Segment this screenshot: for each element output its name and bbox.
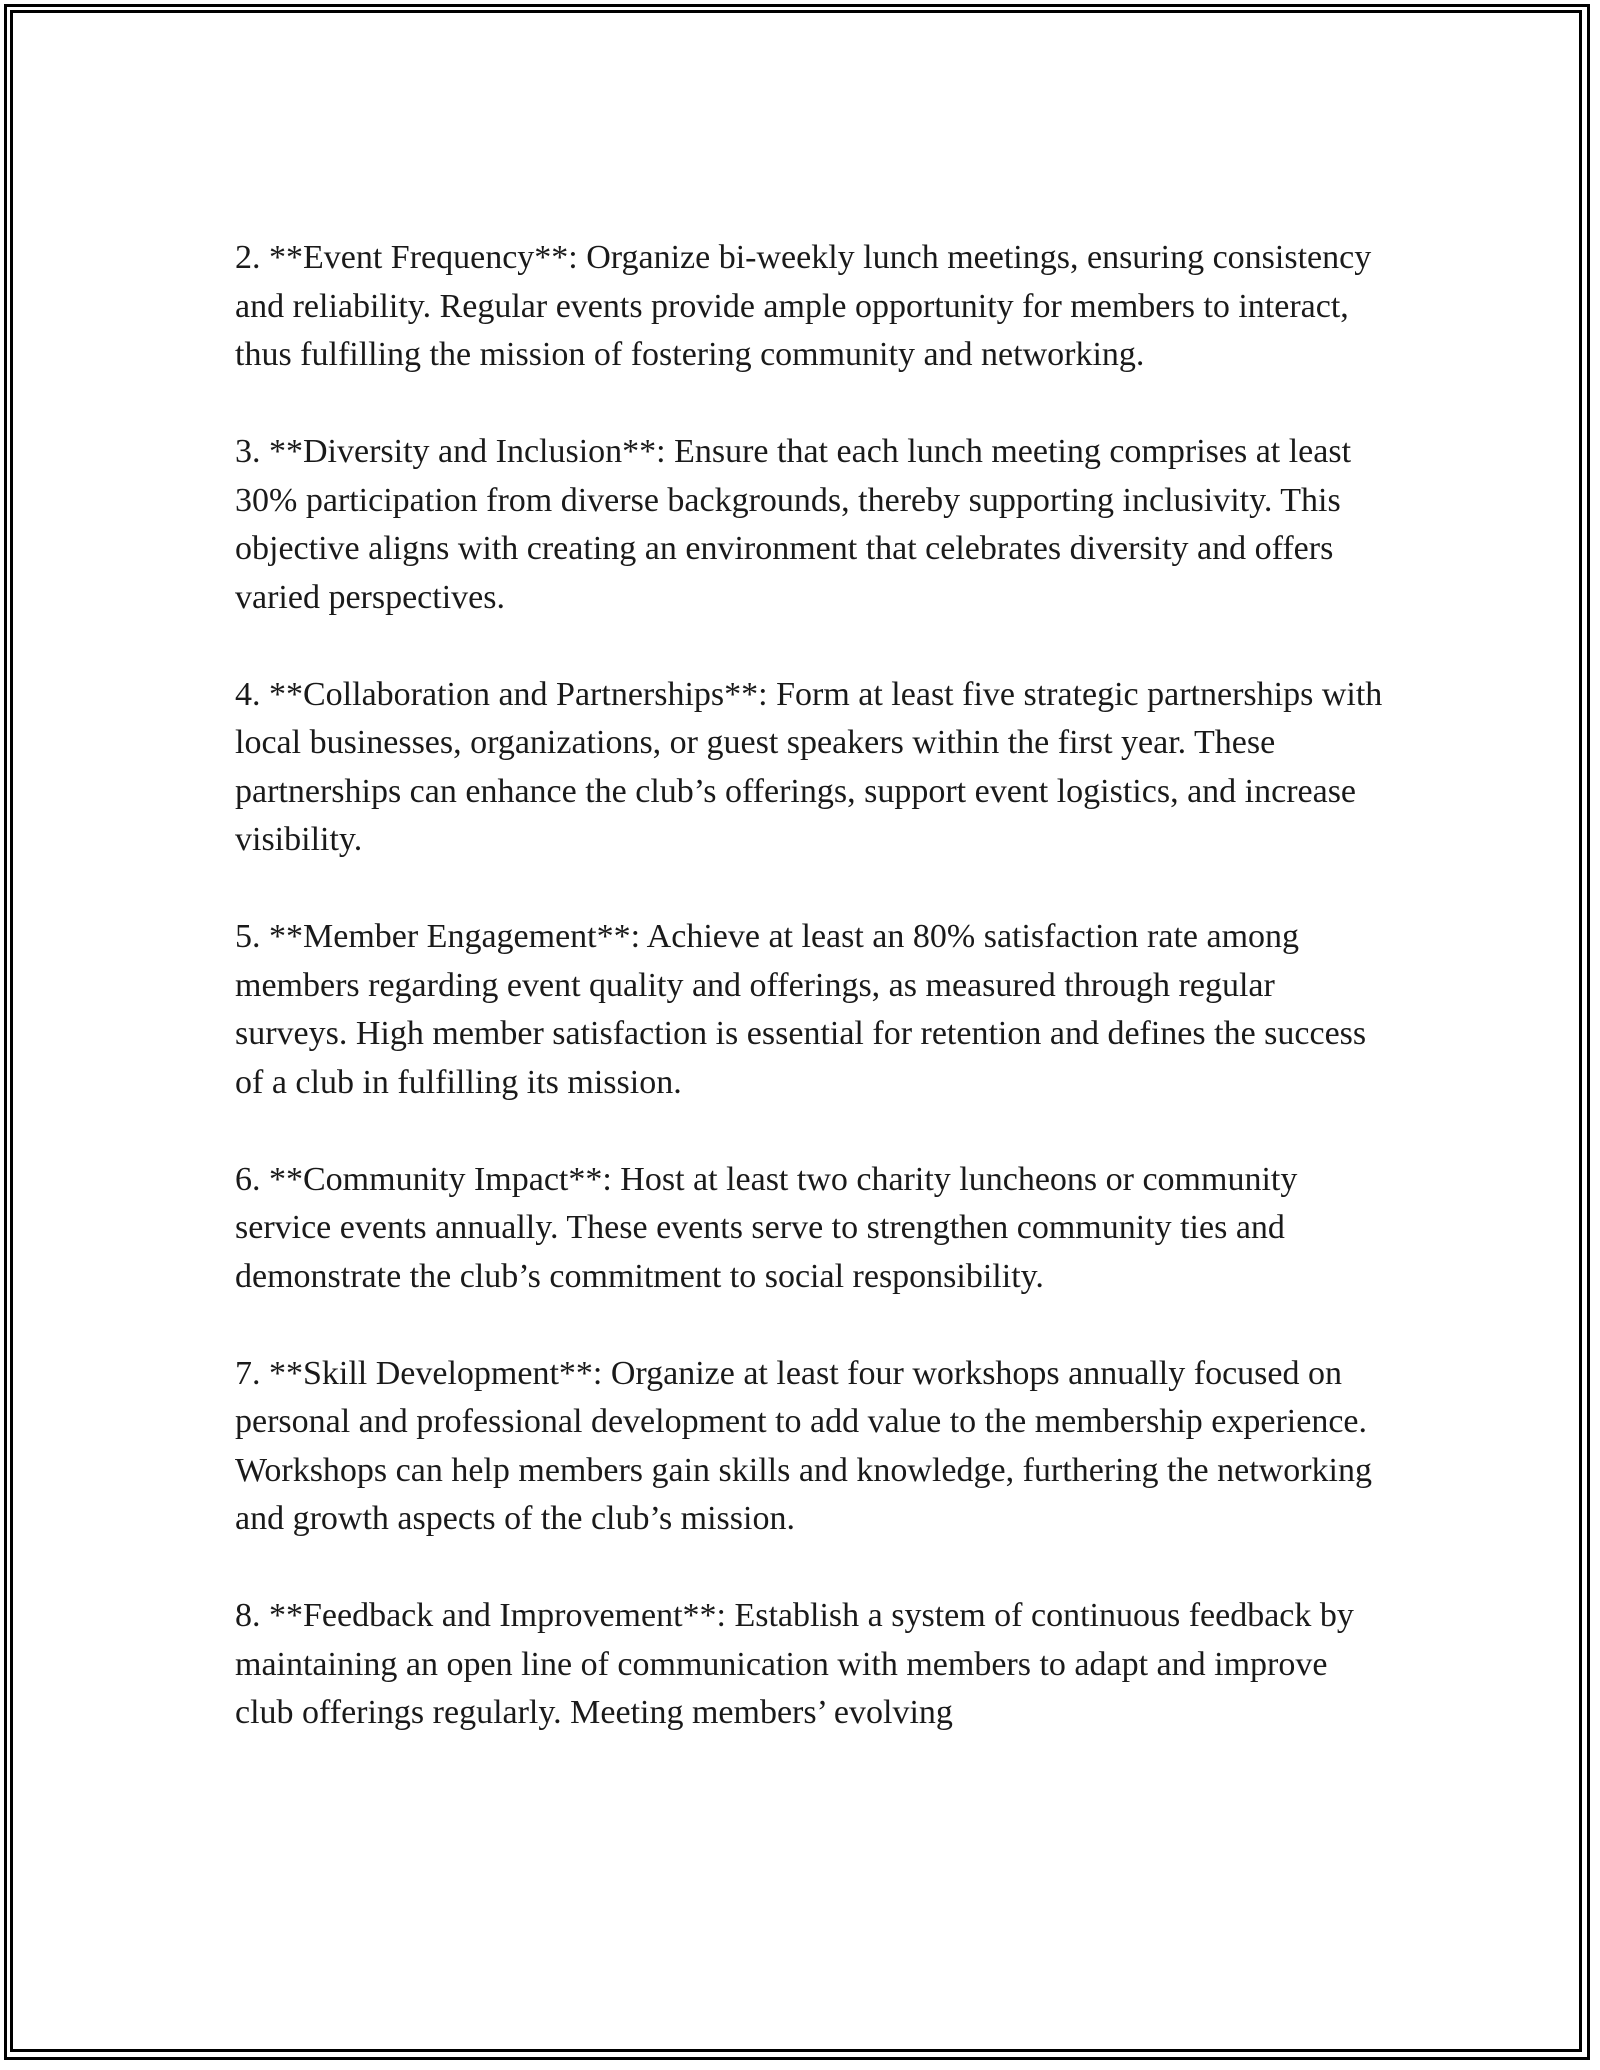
- document-body: [235, 234, 1385, 1738]
- objective-collaboration-partnerships: 4. **Collaboration and Partnerships**: Form at least five strategic partnerships with local businesses, organizations, or guest speakers within the first year. These partnerships can enhance the club’s offerings, support event logistics, and increase visibility.: [235, 675, 1383, 858]
- objective-member-engagement: 5. **Member Engagement**: Achieve at least an 80% satisfaction rate among members regarding event quality and offerings, as measured through regular surveys. High member satisfaction is essential for retention and defines the success of a club in fulfilling its mission.: [235, 918, 1367, 1101]
- objective-community-impact: 6. **Community Impact**: Host at least two charity luncheons or community service events annually. These events serve to strengthen community ties and demonstrate the club’s commitment to social responsibility.: [235, 1160, 1298, 1295]
- objective-feedback-improvement: 8. **Feedback and Improvement**: Establish a system of continuous feedback by maintaining an open line of communication with members to adapt and improve club offerings regularly. Meeting members’ evolving: [235, 1597, 1354, 1731]
- objective-diversity-inclusion: 3. **Diversity and Inclusion**: Ensure that each lunch meeting comprises at least 30% participation from diverse backgrounds, thereby supporting inclusivity. This objective aligns with creating an environment that celebrates diversity and offers varied perspectives.: [235, 433, 1352, 616]
- objective-skill-development: 7. **Skill Development**: Organize at least four workshops annually focused on personal and professional development to add value to the membership experience. Workshops can help members gain skills and knowledge, furthering the networking and growth aspects of the club’s mission.: [235, 1354, 1372, 1537]
- objective-event-frequency: 2. **Event Frequency**: Organize bi-weekly lunch meetings, ensuring consistency and reliability. Regular events provide ample opportunity for members to interact, thus fulfilling the mission of fostering community and networking.: [235, 239, 1372, 373]
